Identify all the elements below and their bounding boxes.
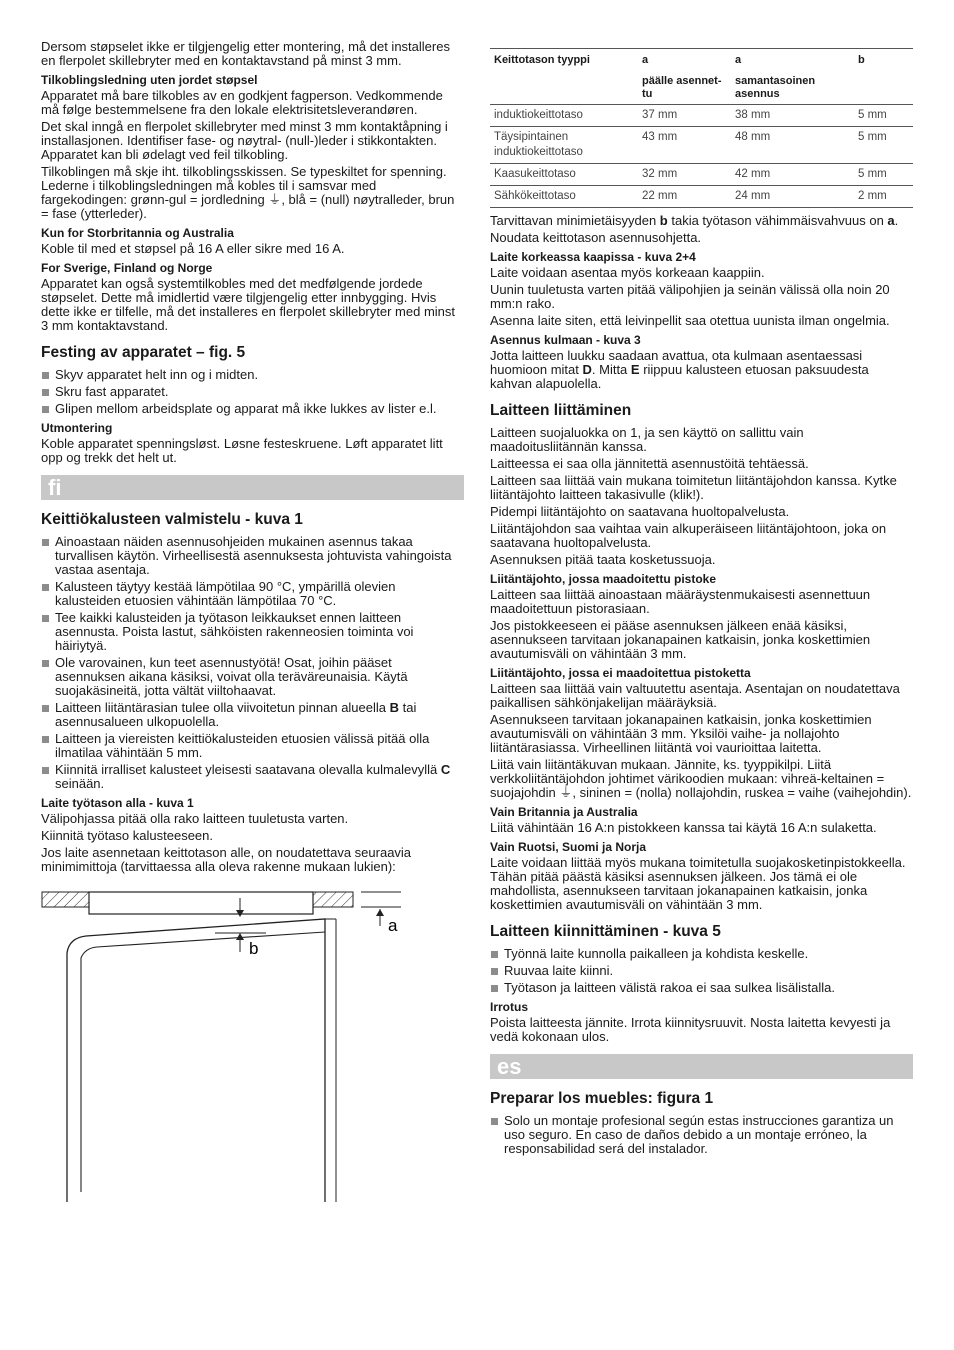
hob — [89, 892, 313, 914]
list-item: Skru fast apparatet. — [41, 385, 464, 399]
table-cell: 43 mm — [638, 127, 731, 164]
list-item: Ruuvaa laite kiinni. — [490, 964, 913, 978]
paragraph-liit-2: Laitteessa ei saa olla jännitettä asennustöitä tehtäessä. — [490, 456, 809, 471]
paragraph-irrotus: Poista laitteesta jännite. Irrota kiinnitysruuvit. Nosta laitetta kevyesti ja vedä kokonaan ulos. — [490, 1015, 891, 1044]
table-cell: 22 mm — [638, 186, 731, 208]
intro-paragraph: Dersom støpselet ikke er tilgjengelig etter montering, må det installeres en flerpolet skillebryter med en kontaktavstand på minst 3 mm. — [41, 39, 450, 68]
paragraph-tilkobling-3 — [41, 165, 464, 221]
text-part: takia työtason vähimmäisvahvuus on — [667, 213, 888, 228]
right-column — [490, 40, 913, 1159]
heading-kiinnittaminen: Laitteen kiinnittäminen - kuva 5 — [490, 923, 721, 940]
table-header — [731, 49, 854, 105]
paragraph-liit-5: Liitäntäjohdon saa vaihtaa vain alkuperäiseen liitäntäjohtoon, joka on saatavana huoltopalvelusta. — [490, 521, 887, 550]
label-a: a — [887, 213, 895, 228]
label-b: b — [659, 213, 668, 228]
ground-symbol-icon: ⏚ — [268, 192, 282, 207]
oven-door — [81, 932, 325, 1192]
text-part: . — [894, 213, 899, 228]
paragraph-tyotason-1: Välipohjassa pitää olla rako laitteen tuuletusta varten. — [41, 811, 349, 826]
table-cell: 48 mm — [731, 127, 854, 164]
table-cell: Täysipintainen induktiokeittotaso — [490, 127, 638, 164]
table-cell: 42 mm — [731, 164, 854, 186]
list-item — [41, 763, 464, 791]
label-c: C — [440, 762, 451, 777]
table-header — [854, 49, 913, 105]
table-cell: 2 mm — [854, 186, 913, 208]
heading-korkeassa: Laite korkeassa kaapissa - kuva 2+4 — [490, 250, 696, 264]
table-header — [638, 49, 731, 105]
label-b: B — [389, 700, 400, 715]
heading-ei-maadoitettu: Liitäntäjohto, jossa ei maadoitettua pistoketta — [490, 666, 751, 680]
paragraph-noudata: Noudata keittotason asennusohjetta. — [490, 230, 702, 245]
paragraph-ei-2: Asennukseen tarvitaan jokanapainen katkaisin, jonka koskettimien avautumisväli on vähintään 3 mm. Yksilöi vaihe- ja nollajohto liitäntärasiassa. Virheellinen liitäntä voi vaurioittaa laitetta. — [490, 712, 872, 755]
table-cell: induktiokeittotaso — [490, 105, 638, 127]
table-cell: 37 mm — [638, 105, 731, 127]
left-column — [41, 40, 464, 1208]
text-part: riippuu kalusteen etuosan paksuudesta kahvan alapuolella. — [490, 362, 869, 391]
text-part: Kiinnitä irralliset kalusteet yleisesti saatavana olevalla kulmalevyllä — [55, 762, 441, 777]
heading-keittio: Keittiökalusteen valmistelu - kuva 1 — [41, 511, 303, 528]
header-text: a — [642, 54, 649, 66]
paragraph-korkeassa-2: Uunin tuuletusta varten pitää välipohjien ja seinän välissä olla noin 20 mm:n rako. — [490, 282, 890, 311]
text-part: . Mitta — [591, 362, 631, 377]
table-cell: Sähkökeittotaso — [490, 186, 638, 208]
installation-diagram — [41, 890, 464, 1208]
list-item — [41, 701, 464, 729]
heading-gb: Kun for Storbritannia og Australia — [41, 226, 234, 240]
diagram-label-b: b — [249, 939, 259, 958]
header-text: a — [735, 54, 742, 66]
text-part: seinään. — [55, 776, 105, 791]
table-row — [490, 105, 913, 127]
list-item: Laitteen ja viereisten keittiökalusteiden etuosien välissä pitää olla ilmatilaa vähintään 5 mm. — [41, 732, 464, 760]
table-cell: 5 mm — [854, 105, 913, 127]
text-part: , sininen = (nolla) nollajohdin, ruskea = vaihe (vaihejohdin). — [572, 785, 912, 800]
table-header — [490, 49, 638, 105]
list-item: Työtason ja laitteen välistä rakoa ei saa sulkea lisälistalla. — [490, 981, 913, 995]
table-cell: Kaasukeittotaso — [490, 164, 638, 186]
language-bar-es: es — [490, 1054, 913, 1079]
paragraph-ruotsi: Laite voidaan liittää myös mukana toimitetulla suojakosketinpistokkeella. Tähän pitää päästä käsiksi asennuksen jälkeen. Jos tämä ei ole mahdollista, asennukseen tarvitaan jokanapainen katkaisin, jonka koskettimien avautumisväli on vähintään 3 mm. — [490, 855, 906, 912]
label-d: D — [582, 362, 592, 377]
heading-utmontering: Utmontering — [41, 421, 113, 435]
list-item: Ole varovainen, kun teet asennustyötä! Osat, joihin pääset asennuksen aikana käsiksi, voivat olla teräväreunaisia. Käytä suojakäsineitä, jotta vältät viiltohaavat. — [41, 656, 464, 698]
keittio-list — [41, 535, 464, 791]
worktop-left — [42, 892, 89, 907]
heading-preparar: Preparar los muebles: figura 1 — [490, 1090, 714, 1107]
paragraph-liit-4: Pidempi liitäntäjohto on saatavana huoltopalvelusta. — [490, 504, 790, 519]
ground-symbol-icon: ⏚ — [559, 785, 573, 800]
kiinnittaminen-list — [490, 947, 913, 995]
paragraph-tarvittavan — [490, 214, 913, 228]
list-item: Kalusteen täytyy kestää lämpötilaa 90 °C, ympärillä olevien kalusteiden etuosien vähintään lämpötilaa 70 °C. — [41, 580, 464, 608]
heading-britannia: Vain Britannia ja Australia — [490, 805, 638, 819]
paragraph-tilkobling-2: Det skal inngå en flerpolet skillebryter med minst 3 mm kontaktåpning i installasjonen. Identifiser fase- og nøytral- (null-)leder i stikkontakten. Apparatet kan bli ødelagt ved feil tilkobling. — [41, 119, 448, 162]
paragraph-korkeassa-3: Asenna laite siten, että leivinpellit saa otettua uunista ilman ongelmia. — [490, 313, 890, 328]
header-text: Keittotason tyyppi — [494, 54, 590, 66]
paragraph-maad-1: Laitteen saa liittää ainoastaan määräystenmukaisesti asennettuun maadoitettuun pistorasiaan. — [490, 587, 871, 616]
paragraph-korkeassa-1: Laite voidaan asentaa myös korkeaan kaappiin. — [490, 265, 765, 280]
list-item: Skyv apparatet helt inn og i midten. — [41, 368, 464, 382]
header-text: b — [858, 54, 865, 66]
paragraph-gb: Koble til med et støpsel på 16 A eller sikre med 16 A. — [41, 241, 345, 256]
diagram-label-a: a — [388, 916, 398, 935]
text-part: Laitteen liitäntärasian tulee olla viivoitetun pinnan alueella — [55, 700, 390, 715]
heading-tyotason: Laite työtason alla - kuva 1 — [41, 796, 194, 810]
table-cell: 24 mm — [731, 186, 854, 208]
paragraph-ei-1: Laitteen saa liittää vain valtuutettu asentaja. Asentajan on noudatettava paikallisen sähkönjakelijan määräyksiä. — [490, 681, 900, 710]
table-row — [490, 164, 913, 186]
table-row — [490, 127, 913, 164]
text-part: Jotta laitteen luukku saadaan avattua, ota kulmaan asentaessasi huomioon mitat — [490, 348, 863, 377]
preparar-list — [490, 1114, 913, 1156]
paragraph-liit-6: Asennuksen pitää taata kosketussuoja. — [490, 552, 716, 567]
heading-liittaminen: Laitteen liittäminen — [490, 402, 632, 419]
heading-irrotus: Irrotus — [490, 1000, 529, 1014]
label-e: E — [630, 362, 640, 377]
paragraph-maad-2: Jos pistokkeeseen ei pääse asennuksen jälkeen enää käsiksi, asennukseen tarvitaan jokanapainen katkaisin, jonka koskettimien avautumisväli on vähintään 3 mm. — [490, 618, 871, 661]
heading-maadoitettu: Liitäntäjohto, jossa maadoitettu pistoke — [490, 572, 717, 586]
text-part: tai asennusalueen ulkopuolella. — [55, 700, 417, 729]
text-part: Liitä vain liitäntäkuvan mukaan. Jännite, ks. tyyppikilpi. Liitä verkkoliitäntäjohdon johtimet värikoodien mukaan: vihreä-keltainen = suojajohdin — [490, 757, 885, 800]
heading-kulmaan: Asennus kulmaan - kuva 3 — [490, 333, 641, 347]
text-part: , blå = (null) nøytralleder, brun = fase (ytterleder). — [41, 192, 455, 221]
table-cell: 5 mm — [854, 127, 913, 164]
worktop-right — [313, 892, 353, 907]
paragraph-tyotason-3: Jos laite asennetaan keittotason alle, on noudatettava seuraavia minimimittoja (tarvittaessa alla oleva rakenne mukaan lukien): — [41, 845, 412, 874]
heading-tilkobling: Tilkoblingsledning uten jordet støpsel — [41, 73, 258, 87]
table-cell: 38 mm — [731, 105, 854, 127]
paragraph-se: Apparatet kan også systemtilkobles med det medfølgende jordede støpselet. Dette må imidlertid være tilgjengelig etter innbygging. Hvis dette ikke er tilfelle, må det installeres en flerpolet skillebryter med minst 3 mm kontaktavstand. — [41, 276, 456, 333]
text-part: Tilkoblingen må skje iht. tilkoblingsskissen. Se typeskiltet for spenning. Lederne i tilkoblingsledningen må kobles til i samsvar med fargekodingen: grønn-gul = jordledning — [41, 164, 447, 207]
dimensions-table — [490, 48, 913, 208]
paragraph-utmontering: Koble apparatet spenningsløst. Løsne festeskruene. Løft apparatet litt opp og trekk det helt ut. — [41, 436, 443, 465]
list-item: Glipen mellom arbeidsplate og apparat må ikke lukkes av lister e.l. — [41, 402, 464, 416]
table-row — [490, 186, 913, 208]
list-item: Työnnä laite kunnolla paikalleen ja kohdista keskelle. — [490, 947, 913, 961]
oven-body — [67, 919, 325, 1202]
table-cell: 32 mm — [638, 164, 731, 186]
list-item: Ainoastaan näiden asennusohjeiden mukainen asennus takaa turvallisen käytön. Virheellisestä asennuksesta johtuvista vahingoista vastaa asentaja. — [41, 535, 464, 577]
header-subtext: päälle asennet-tu — [642, 75, 722, 100]
paragraph-tilkobling-1: Apparatet må bare tilkobles av en godkjent fagperson. Vedkommende må følge bestemmelsene fra den lokale elektrisitetsleverandøren. — [41, 88, 443, 117]
header-subtext: samantasoinen asennus — [735, 75, 816, 100]
list-item: Tee kaikki kalusteiden ja työtason leikkaukset ennen laitteen asennusta. Poista lastut, sähköisten rakenneosien toiminta voi häiriytyä. — [41, 611, 464, 653]
paragraph-ei-3 — [490, 758, 913, 800]
heading-ruotsi: Vain Ruotsi, Suomi ja Norja — [490, 840, 647, 854]
table-cell: 5 mm — [854, 164, 913, 186]
language-bar-fi: fi — [41, 475, 464, 500]
list-item: Solo un montaje profesional según estas instrucciones garantiza un uso seguro. En caso de daños debido a un montaje erróneo, la responsabilidad será del instalador. — [490, 1114, 913, 1156]
paragraph-liit-1: Laitteen suojaluokka on 1, ja sen käyttö on sallittu vain maadoitusliitännän kanssa. — [490, 425, 804, 454]
text-part: Tarvittavan minimietäisyyden — [490, 213, 660, 228]
paragraph-britannia: Liitä vähintään 16 A:n pistokkeen kanssa tai käytä 16 A:n sulaketta. — [490, 820, 877, 835]
paragraph-liit-3: Laitteen saa liittää vain mukana toimitetun liitäntäjohdon kanssa. Kytke liitäntäjohto laitteen takasivulle (klik!). — [490, 473, 897, 502]
heading-festing: Festing av apparatet – fig. 5 — [41, 344, 246, 361]
heading-se: For Sverige, Finland og Norge — [41, 261, 213, 275]
paragraph-tyotason-2: Kiinnitä työtaso kalusteeseen. — [41, 828, 213, 843]
paragraph-kulmaan — [490, 349, 913, 391]
festing-list — [41, 368, 464, 416]
